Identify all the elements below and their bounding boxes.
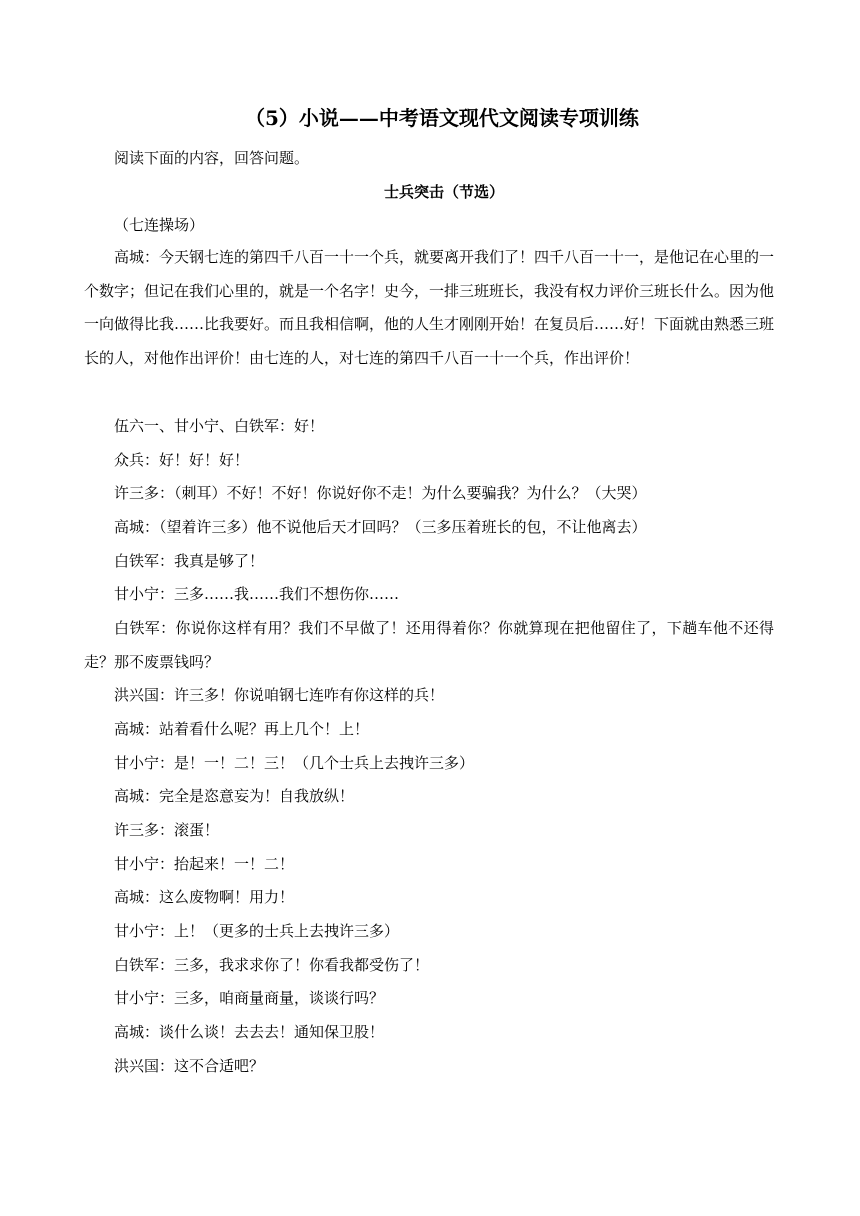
dialogue-line: 高城：完全是恣意妄为！自我放纵！ — [114, 787, 355, 805]
dialogue-line: 众兵：好！好！好！ — [114, 451, 250, 469]
dialogue-line: 甘小宁：是！一！二！三！（几个士兵上去拽许三多） — [114, 754, 475, 772]
document-title: （5）小说——中考语文现代文阅读专项训练 — [245, 106, 639, 130]
dialogue-line: 甘小宁：抬起来！一！二！ — [114, 855, 295, 873]
dialogue-line: 高城：站着看什么呢？再上几个！上！ — [114, 720, 370, 738]
dialogue-line: 甘小宁：三多……我……我们不想伤你…… — [114, 585, 400, 603]
dialogue-line: 甘小宁：三多，咱商量商量，谈谈行吗？ — [114, 989, 385, 1007]
dialogue-line: 许三多：（刺耳）不好！不好！你说好你不走！为什么要骗我？为什么？（大哭） — [114, 484, 647, 502]
dialogue-line: 洪兴国：许三多！你说咱钢七连咋有你这样的兵！ — [114, 686, 445, 704]
reading-instruction: 阅读下面的内容，回答问题。 — [114, 149, 310, 167]
dialogue-line: 白铁军：你说你这样有用？我们不早做了！还用得着你？你就算现在把他留住了，下趟车他不还得走？那不废票钱吗？ — [84, 619, 774, 671]
dialogue-line: 高城：今天钢七连的第四千八百一十一个兵，就要离开我们了！四千八百一十一，是他记在心里的一个数字；但记在我们心里的，就是一个名字！史今，一排三班班长，我没有权力评价三班长什么。因为他一向做得比我……比我要好。而且我相信啊，他的人生才刚刚开始！在复员后……好！下面就由熟悉三班长的人，对他作出评价！由七连的人，对七连的第四千八百一十一个兵，作出评价！ — [84, 248, 775, 367]
dialogue-line: 高城：谈什么谈！去去去！通知保卫股！ — [114, 1023, 385, 1041]
dialogue-line: 甘小宁：上！（更多的士兵上去拽许三多） — [114, 922, 400, 940]
dialogue-line: 高城：这么废物啊！用力！ — [114, 888, 295, 906]
scene-direction: （七连操场） — [114, 216, 205, 234]
dialogue-line: 白铁军：我真是够了！ — [114, 552, 265, 570]
passage-title: 士兵突击（节选） — [383, 183, 504, 201]
dialogue-line: 洪兴国：这不合适吧？ — [114, 1057, 265, 1075]
dialogue-line: 高城：（望着许三多）他不说他后天才回吗？（三多压着班长的包，不让他离去） — [114, 518, 647, 536]
dialogue-line: 白铁军：三多，我求求你了！你看我都受伤了！ — [114, 956, 430, 974]
dialogue-line: 伍六一、甘小宁、白铁军：好！ — [114, 417, 325, 435]
dialogue-line: 许三多：滚蛋！ — [114, 821, 220, 839]
